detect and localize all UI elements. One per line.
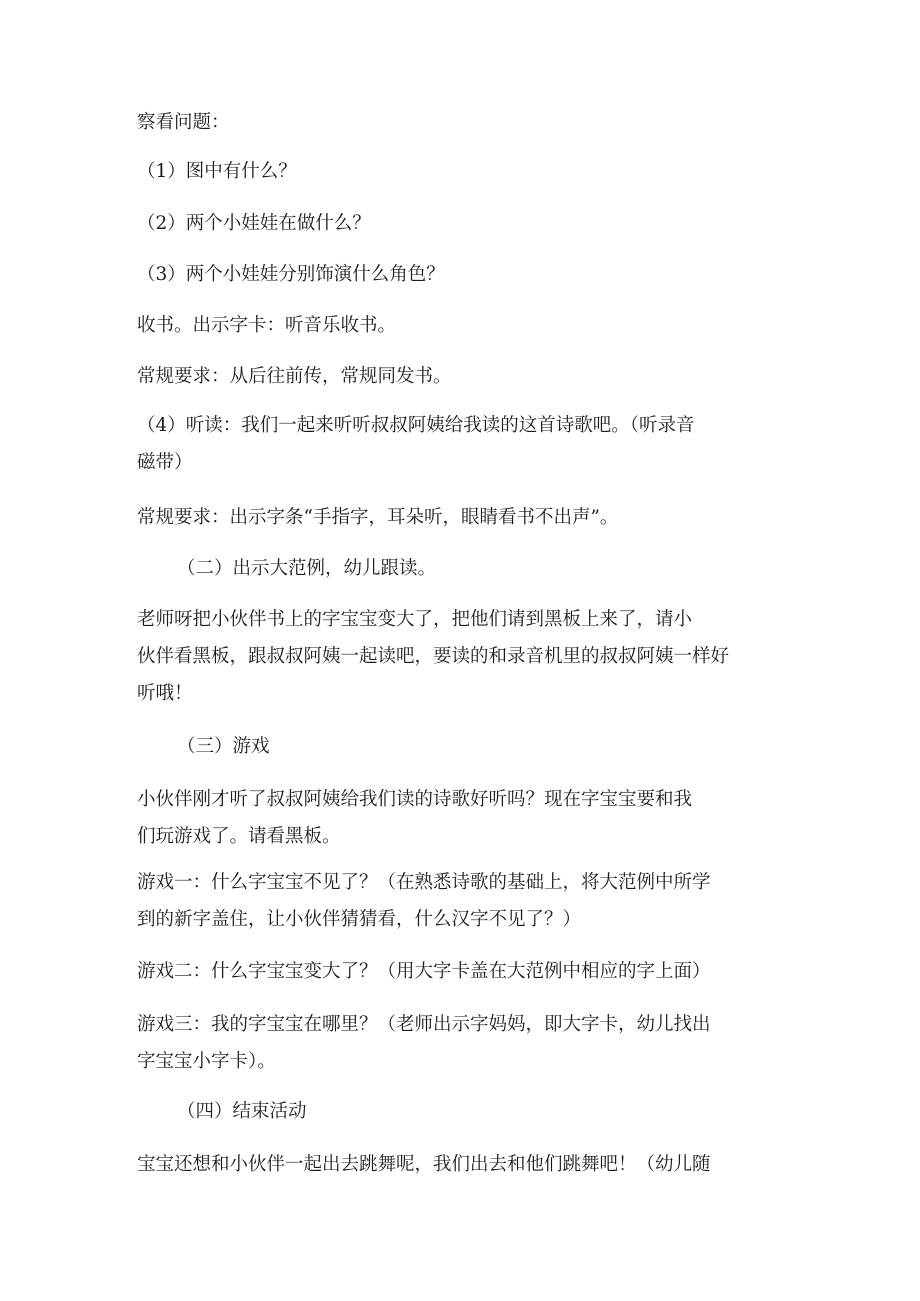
- text-line: 游戏一：什么字宝宝不见了？（在熟悉诗歌的基础上，将大范例中所学: [137, 872, 711, 893]
- game-2-paragraph: [137, 953, 807, 990]
- teacher-paragraph: [137, 601, 807, 712]
- section-3-heading: [137, 728, 807, 765]
- text-line: （1）图中有什么？: [137, 161, 297, 182]
- routine-requirement-1: [137, 358, 807, 395]
- text-line: （四）结束活动: [177, 1101, 307, 1122]
- text-line: 常规要求：出示字条“手指字，耳朵听，眼睛看书不出声”。: [137, 507, 619, 528]
- section-2-heading: [137, 550, 807, 587]
- section-4-heading: [137, 1093, 807, 1130]
- text-line: （4）听读：我们一起来听听叔叔阿姨给我读的这首诗歌吧。（听录音: [137, 415, 695, 436]
- text-line: 字宝宝小字卡）。: [137, 1051, 276, 1072]
- text-line: 游戏三：我的字宝宝在哪里？（老师出示字妈妈，即大字卡，幼儿找出: [137, 1014, 711, 1035]
- text-line: （2）两个小娃娃在做什么？: [137, 213, 371, 234]
- text-line: （二）出示大范例，幼儿跟读。: [177, 558, 437, 579]
- text-line: （三）游戏: [177, 736, 270, 757]
- listen-read-paragraph: [137, 407, 807, 481]
- text-line: （3）两个小娃娃分别饰演什么角色？: [137, 264, 445, 285]
- question-3: [137, 256, 807, 293]
- text-line: 小伙伴刚才听了叔叔阿姨给我们读的诗歌好听吗？现在字宝宝要和我: [137, 789, 693, 810]
- text-line: 宝宝还想和小伙伴一起出去跳舞呢，我们出去和他们跳舞吧！（幼儿随: [137, 1154, 711, 1175]
- text-line: 察看问题：: [137, 112, 230, 133]
- routine-requirement-2: [137, 499, 807, 536]
- game-3-paragraph: [137, 1006, 807, 1080]
- question-1: [137, 153, 807, 190]
- text-line: 到的新字盖住，让小伙伴猜猜看，什么汉字不见了？）: [137, 909, 582, 930]
- text-line: 们玩游戏了。请看黑板。: [137, 826, 341, 847]
- text-line: 听哦！: [137, 683, 193, 704]
- game-intro-paragraph: [137, 781, 807, 855]
- text-line: 磁带）: [137, 452, 193, 473]
- text-line: 收书。出示字卡：听音乐收书。: [137, 315, 397, 336]
- text-line: 老师呀把小伙伴书上的字宝宝变大了，把他们请到黑板上来了，请小: [137, 609, 693, 630]
- ending-paragraph: [137, 1146, 807, 1183]
- text-line: 伙伴看黑板，跟叔叔阿姨一起读吧，要读的和录音机里的叔叔阿姨一样好: [137, 646, 730, 667]
- game-1-paragraph: [137, 864, 807, 938]
- text-line: 游戏二：什么字宝宝变大了？（用大字卡盖在大范例中相应的字上面）: [137, 961, 711, 982]
- collect-books-paragraph: [137, 307, 807, 344]
- observe-questions-heading: [137, 104, 807, 141]
- question-2: [137, 205, 807, 242]
- text-line: 常规要求：从后往前传，常规同发书。: [137, 366, 452, 387]
